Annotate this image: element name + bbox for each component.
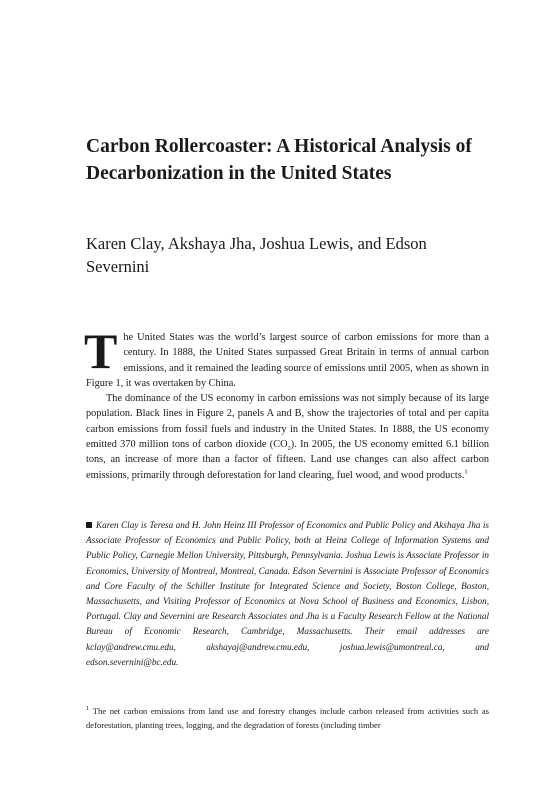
author-list: Karen Clay, Akshaya Jha, Joshua Lewis, and Edson Severnini: [86, 234, 427, 276]
footnote-reference[interactable]: 1: [464, 468, 468, 476]
author-affiliations: [86, 518, 489, 670]
paragraph-1-text: he United States was the world’s largest source of carbon emissions for more than a century. In 1888, the United States surpassed Great Britain in terms of annual carbon emissions, and it remained the leading source of emissions until 2005, when as shown in Figure 1, it was overtaken by China.: [86, 332, 489, 389]
subscript-2: 2: [287, 445, 291, 453]
footnote-1: [86, 705, 489, 732]
paragraph-2: [86, 391, 489, 483]
square-bullet-icon: [86, 522, 92, 528]
drop-cap: T: [84, 323, 118, 379]
footnote-mark: 1: [86, 705, 90, 713]
article-title: Carbon Rollercoaster: A Historical Analysis of Decarbonization in the United States: [86, 136, 472, 184]
footnote-text: The net carbon emissions from land use and forestry changes include carbon released from activities such as deforestation, planting trees, logging, and the degradation of forests (including timber: [86, 706, 489, 730]
affiliation-text: Karen Clay is Teresa and H. John Heinz III Professor of Economics and Public Policy and Akshaya Jha is Associate Professor of Economics and Public Policy, both at Heinz College of Information Systems and Public Policy, Carnegie Mellon University, Pittsburgh, Pennsylvania. Joshua Lewis is Associate Professor in Economics, University of Montreal, Montreal, Canada. Edson Severnini is Associate Professor of Economics and Core Faculty of the Schiller Institute for Integrated Science and Society, Boston College, Boston, Massachusetts, and Visiting Professor of Economics at Nova School of Business and Economics, Lisbon, Portugal. Clay and Severnini are Research Associates and Jha is a Faculty Research Fellow at the National Bureau of Economic Research, Cambridge, Massachusetts. Their email addresses are kclay@andrew.cmu.edu, akshayaj@andrew.cmu.edu, joshua.lewis@umontreal.ca, and edson.severnini@bc.edu.: [86, 520, 489, 667]
paragraph-2-text-b: ). In 2005, the US economy emitted 6.1 billion tons, an increase of more than a factor of fifteen. Land use changes can also affect carbon emissions, primarily through deforestation for land clearing, fuel wood, and wood products.: [86, 439, 489, 481]
paragraph-1: [84, 323, 489, 391]
article-body: [84, 323, 489, 483]
paragraph-2-text-a: The dominance of the US economy in carbon emissions was not simply because of its large population. Black lines in Figure 2, panels A and B, show the trajectories of total and per capita carbon emissions from fossil fuels and industry in the United States. In 1888, the US economy emitted 370 million tons of carbon dioxide (CO: [86, 393, 489, 451]
